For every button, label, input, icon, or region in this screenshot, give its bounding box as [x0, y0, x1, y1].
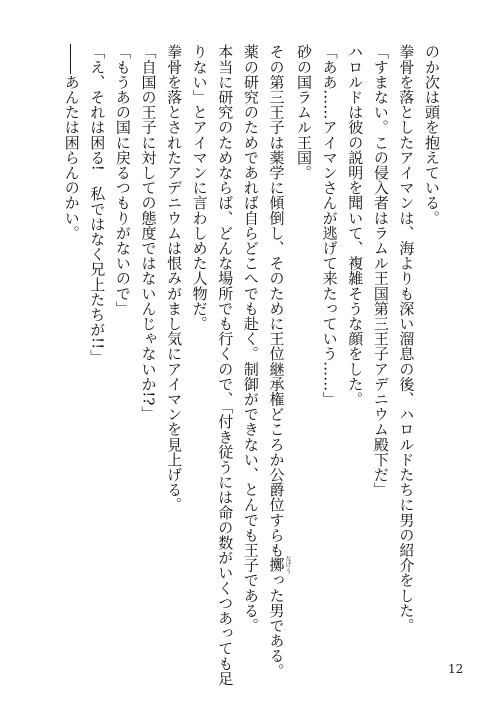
text-line: 「すまない。この侵入者はラムル王国第三王子アデニウム殿下だ」: [371, 44, 390, 497]
text-line: 「自国の王子に対しての態度ではないんじゃないか!?」: [139, 44, 158, 421]
ruby-reading: なげう: [283, 555, 291, 575]
text-line: 「ああ……アイマンさんが逃げて来たっていう……」: [320, 44, 339, 407]
text-segment: その第三王子は薬学に傾倒し、そのために王位継承権どころか公爵位すらも: [267, 44, 286, 558]
text-line: のか次は頭を抱えている。: [423, 44, 441, 226]
text-line: りない」とアイマンに言わしめた人物だ。: [190, 44, 209, 331]
text-line: ――あんたは困らんのかい。: [62, 44, 81, 241]
text-segment: った男である。: [267, 572, 286, 679]
text-line: 薬の研究のためであれば自らどこへでも赴く。制御ができない、とんでも王子である。: [241, 44, 260, 633]
text-line: 拳骨を落とされたアデニウムは恨みがまし気にアイマンを見上げる。: [165, 44, 184, 513]
vertical-text-body: [58, 44, 444, 686]
text-line: 拳骨を落としたアイマンは、海よりも深い溜息の後、ハロルドたちに男の紹介をした。: [397, 44, 416, 633]
text-line: 「え、それは困る! 私ではなく兄上たちが!!」: [88, 44, 107, 365]
text-line: 「もうあの国に戻るつもりがないので」: [113, 44, 132, 316]
ruby-base: 擲: [267, 555, 286, 575]
text-line-with-ruby: [263, 44, 291, 679]
page-number: 12: [448, 662, 464, 676]
text-line: ハロルドは彼の説明を聞いて、複雑そうな顔をした。: [346, 44, 365, 407]
ruby-annotation: [267, 555, 291, 575]
text-line: 砂の国ラムル王国。: [295, 44, 314, 180]
text-line: 本当に研究のためならば、どんな場所でも行くので、「付き従うには命の数がいくつあっても足: [216, 44, 235, 686]
